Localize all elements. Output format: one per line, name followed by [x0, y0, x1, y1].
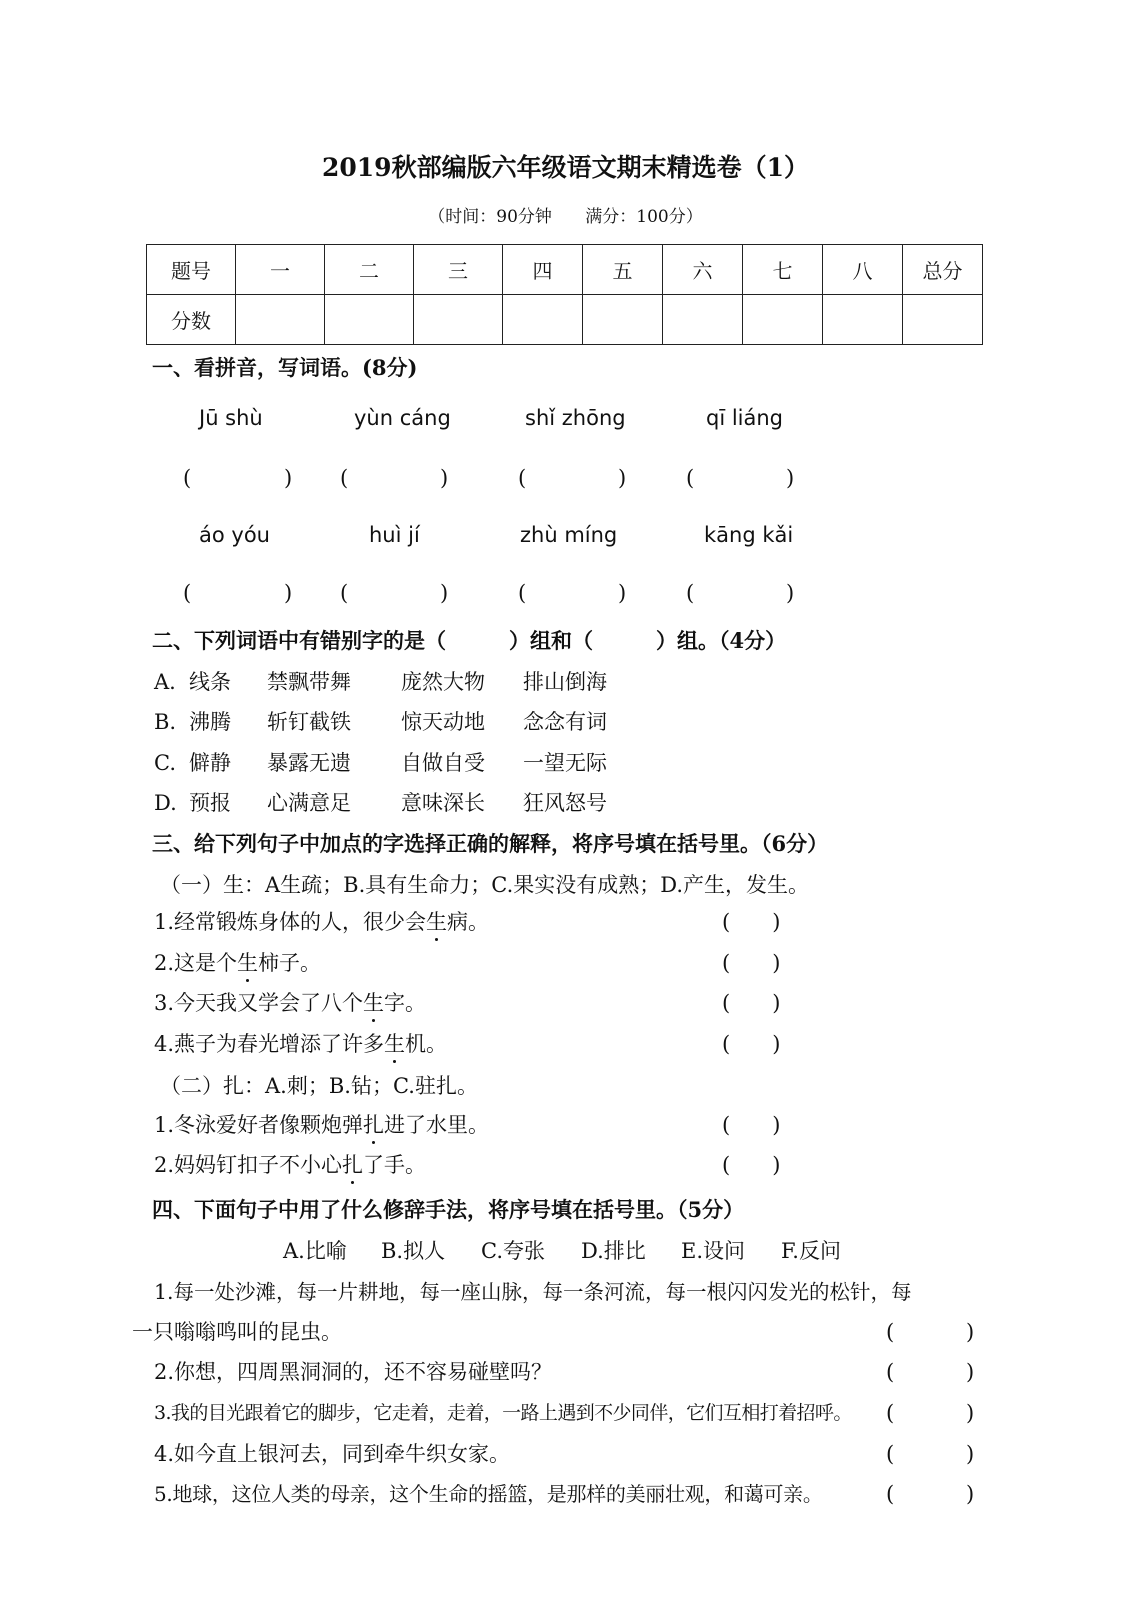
- group-1-definitions: （一）生：A生疏；B.具有生命力；C.果实没有成熟；D.产生，发生。: [160, 873, 810, 897]
- score-cell[interactable]: [236, 295, 325, 345]
- option-word: 预报: [189, 791, 231, 815]
- question-item: [154, 1152, 426, 1178]
- option-word: 沸腾: [189, 710, 231, 734]
- question-item: [154, 950, 321, 976]
- answer-paren-open: (: [183, 466, 192, 490]
- score-header-cell: 总分: [903, 245, 983, 295]
- question-text: 进了水里。: [384, 1113, 490, 1137]
- answer-paren-open: (: [518, 581, 527, 605]
- section-1-heading: 一、看拼音，写词语。(8分): [152, 355, 418, 380]
- option-word: 线条: [189, 670, 231, 694]
- answer-paren-close: ): [966, 1442, 975, 1466]
- score-cell[interactable]: [743, 295, 823, 345]
- dotted-char: 生: [384, 1032, 406, 1056]
- question-text: 柿子。: [258, 951, 322, 975]
- answer-paren-open: (: [886, 1482, 895, 1506]
- score-header-cell: 四: [503, 245, 583, 295]
- option-word: 自做自受: [401, 751, 485, 775]
- answer-paren[interactable]: ( ): [722, 1032, 781, 1056]
- rhetoric-choice: F.反问: [781, 1239, 841, 1263]
- section-2-heading: 二、下列词语中有错别字的是（ ）组和（ ）组。（4分）: [152, 628, 787, 653]
- option-word: 排山倒海: [523, 670, 607, 694]
- score-cell[interactable]: [503, 295, 583, 345]
- question-text: 机。: [405, 1032, 448, 1056]
- question-item: [154, 1031, 447, 1057]
- question-text: 了手。: [363, 1153, 427, 1177]
- answer-paren-open: (: [886, 1442, 895, 1466]
- answer-paren-close: ): [966, 1360, 975, 1384]
- pinyin: shǐ zhōng: [525, 406, 626, 430]
- answer-paren-open: (: [183, 581, 192, 605]
- option-label: B.: [154, 710, 177, 734]
- rhetoric-choice: A.比喻: [283, 1239, 347, 1263]
- score-cell[interactable]: [583, 295, 663, 345]
- answer-paren-close: ): [786, 581, 795, 605]
- option-word: 暴露无遗: [267, 751, 351, 775]
- group-2-definitions: （二）扎：A.刺；B.钻；C.驻扎。: [160, 1074, 478, 1098]
- option-word: 意味深长: [401, 791, 485, 815]
- score-table-score-row: [147, 295, 983, 345]
- question-item: 1.每一处沙滩，每一片耕地，每一座山脉，每一条河流，每一根闪闪发光的松针，每: [154, 1280, 912, 1304]
- pinyin: zhù míng: [520, 523, 618, 547]
- option-word: 心满意足: [267, 791, 351, 815]
- question-item-continued: 一只嗡嗡鸣叫的昆虫。: [132, 1320, 342, 1344]
- answer-paren-close: ): [966, 1320, 975, 1344]
- question-item: 5.地球，这位人类的母亲，这个生命的摇篮，是那样的美丽壮观，和蔼可亲。: [154, 1482, 823, 1506]
- score-header-cell: 五: [583, 245, 663, 295]
- answer-paren-open: (: [340, 581, 349, 605]
- answer-paren-close: ): [440, 466, 449, 490]
- option-word: 一望无际: [523, 751, 607, 775]
- option-label: C.: [154, 751, 176, 775]
- question-text: 2.这是个: [154, 951, 238, 975]
- score-header-cell: 八: [823, 245, 903, 295]
- option-word: 庞然大物: [401, 670, 485, 694]
- score-header-cell: 二: [325, 245, 414, 295]
- score-header-cell: 六: [663, 245, 743, 295]
- question-text: 病。: [447, 910, 490, 934]
- score-cell[interactable]: [325, 295, 414, 345]
- option-word: 禁飘带舞: [267, 670, 351, 694]
- rhetoric-choice: B.拟人: [381, 1239, 446, 1263]
- pinyin: kāng kǎi: [704, 523, 794, 547]
- score-cell[interactable]: [903, 295, 983, 345]
- question-text: 1.冬泳爱好者像颗炮弹: [154, 1113, 364, 1137]
- pinyin: yùn cáng: [354, 406, 451, 430]
- answer-paren-close: ): [440, 581, 449, 605]
- answer-paren-open: (: [886, 1401, 895, 1425]
- page-title: 2019秋部编版六年级语文期末精选卷（1）: [322, 153, 809, 182]
- dotted-char: 生: [426, 910, 448, 934]
- option-word: 僻静: [189, 751, 231, 775]
- dotted-char: 生: [363, 991, 385, 1015]
- answer-paren-close: ): [284, 466, 293, 490]
- answer-paren[interactable]: ( ): [722, 1113, 781, 1137]
- option-word: 念念有词: [523, 710, 607, 734]
- question-item: 2.你想，四周黑洞洞的，还不容易碰壁吗？: [154, 1360, 553, 1384]
- score-table-header-row: [147, 245, 983, 295]
- dotted-char: 生: [237, 951, 259, 975]
- rhetoric-choice: C.夸张: [481, 1239, 545, 1263]
- rhetoric-choice: E.设问: [681, 1239, 746, 1263]
- question-text: 4.燕子为春光增添了许多: [154, 1032, 385, 1056]
- score-table: [146, 244, 983, 345]
- exam-full-score: 满分：100分）: [585, 207, 703, 227]
- answer-paren-open: (: [886, 1320, 895, 1344]
- option-word: 狂风怒号: [523, 791, 607, 815]
- section-4-heading: 四、下面句子中用了什么修辞手法，将序号填在括号里。（5分）: [152, 1197, 745, 1222]
- score-cell[interactable]: [823, 295, 903, 345]
- score-header-cell: 七: [743, 245, 823, 295]
- score-cell[interactable]: [663, 295, 743, 345]
- answer-paren-close: ): [966, 1401, 975, 1425]
- answer-paren-close: ): [618, 466, 627, 490]
- exam-time: （时间：90分钟: [428, 207, 552, 227]
- pinyin: Jū shù: [199, 406, 263, 430]
- score-header-cell: 题号: [147, 245, 236, 295]
- answer-paren[interactable]: ( ): [722, 951, 781, 975]
- score-header-cell: 三: [414, 245, 503, 295]
- option-label: A.: [154, 670, 176, 694]
- question-text: 3.今天我又学会了八个: [154, 991, 364, 1015]
- answer-paren-open: (: [518, 466, 527, 490]
- answer-paren-open: (: [686, 581, 695, 605]
- option-word: 斩钉截铁: [267, 710, 351, 734]
- question-text: 1.经常锻炼身体的人，很少会: [154, 910, 427, 934]
- exam-subtitle: [0, 202, 1131, 227]
- answer-paren[interactable]: ( ): [722, 910, 781, 934]
- dotted-char: 扎: [363, 1113, 385, 1137]
- score-row-label: 分数: [147, 295, 236, 345]
- option-word: 惊天动地: [401, 710, 485, 734]
- pinyin: áo yóu: [199, 523, 270, 547]
- answer-paren-open: (: [686, 466, 695, 490]
- answer-paren-open: (: [886, 1360, 895, 1384]
- pinyin: huì jí: [369, 523, 420, 547]
- score-header-cell: 一: [236, 245, 325, 295]
- answer-paren[interactable]: ( ): [722, 991, 781, 1015]
- question-text: 字。: [384, 991, 427, 1015]
- question-item: 3.我的目光跟着它的脚步，它走着，走着，一路上遇到不少同伴，它们互相打着招呼。: [154, 1402, 852, 1424]
- answer-paren-close: ): [618, 581, 627, 605]
- dotted-char: 扎: [342, 1153, 364, 1177]
- answer-paren-close: ): [284, 581, 293, 605]
- answer-paren-close: ): [786, 466, 795, 490]
- question-item: [154, 990, 426, 1016]
- question-item: 4.如今直上银河去，同到牵牛织女家。: [154, 1442, 511, 1466]
- answer-paren[interactable]: ( ): [722, 1153, 781, 1177]
- answer-paren-close: ): [966, 1482, 975, 1506]
- pinyin: qī liáng: [706, 406, 784, 430]
- score-cell[interactable]: [414, 295, 503, 345]
- question-item: [154, 1112, 489, 1138]
- rhetoric-choice: D.排比: [581, 1239, 646, 1263]
- section-3-heading: 三、给下列句子中加点的字选择正确的解释，将序号填在括号里。（6分）: [152, 831, 829, 856]
- question-text: 2.妈妈钉扣子不小心: [154, 1153, 343, 1177]
- option-label: D.: [154, 791, 177, 815]
- answer-paren-open: (: [340, 466, 349, 490]
- question-item: [154, 909, 489, 935]
